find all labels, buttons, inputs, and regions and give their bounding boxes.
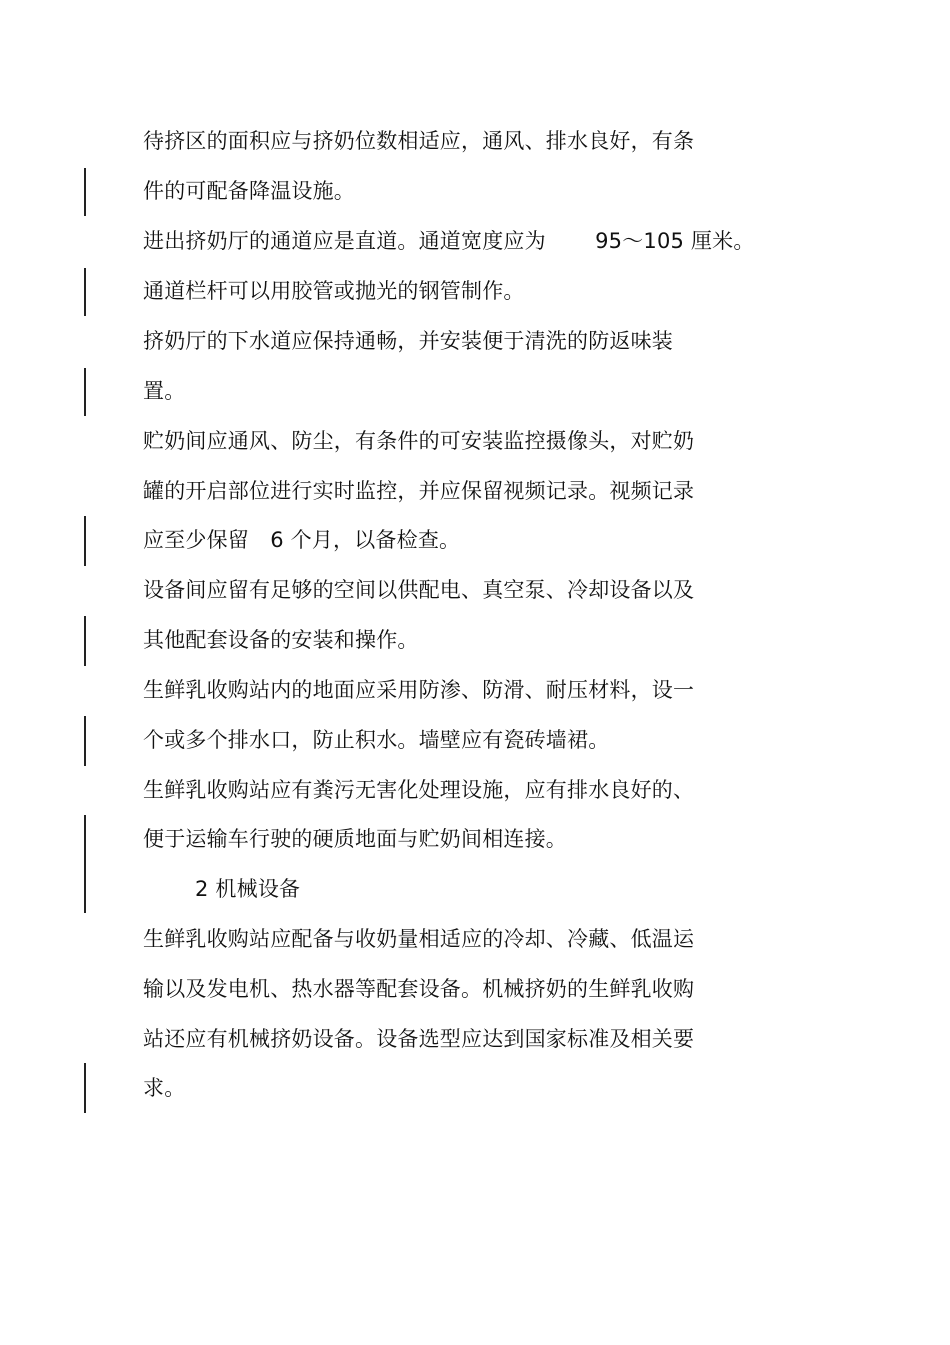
paragraph-line: 贮奶间应通风、防尘，有条件的可安装监控摄像头，对贮奶 bbox=[143, 429, 695, 453]
paragraph-line: 进出挤奶厅的通道应是直道。通道宽度应为 95～105 厘米。 bbox=[143, 229, 755, 253]
change-bar bbox=[84, 168, 86, 216]
change-bar bbox=[84, 716, 86, 766]
paragraph-line: 罐的开启部位进行实时监控，并应保留视频记录。视频记录 bbox=[143, 479, 695, 503]
change-bar bbox=[84, 516, 86, 566]
paragraph-line: 站还应有机械挤奶设备。设备选型应达到国家标准及相关要 bbox=[143, 1027, 695, 1051]
paragraph-line: 求。 bbox=[143, 1076, 186, 1100]
change-bar bbox=[84, 368, 86, 416]
change-bar bbox=[84, 616, 86, 666]
paragraph-line: 生鲜乳收购站内的地面应采用防渗、防滑、耐压材料，设一 bbox=[143, 678, 695, 702]
paragraph-line: 应至少保留 6 个月，以备检查。 bbox=[143, 528, 461, 552]
paragraph-line: 件的可配备降温设施。 bbox=[143, 179, 355, 203]
change-bar bbox=[84, 268, 86, 316]
paragraph-line: 通道栏杆可以用胶管或抛光的钢管制作。 bbox=[143, 279, 525, 303]
paragraph-line: 个或多个排水口，防止积水。墙壁应有瓷砖墙裙。 bbox=[143, 728, 610, 752]
paragraph-line: 挤奶厅的下水道应保持通畅，并安装便于清洗的防返味装 bbox=[143, 329, 673, 353]
paragraph-line: 设备间应留有足够的空间以供配电、真空泵、冷却设备以及 bbox=[143, 578, 695, 602]
paragraph-line: 生鲜乳收购站应有粪污无害化处理设施，应有排水良好的、 bbox=[143, 778, 695, 802]
paragraph-line: 其他配套设备的安装和操作。 bbox=[143, 628, 419, 652]
paragraph-line: 生鲜乳收购站应配备与收奶量相适应的冷却、冷藏、低温运 bbox=[143, 927, 695, 951]
paragraph-line: 便于运输车行驶的硬质地面与贮奶间相连接。 bbox=[143, 827, 567, 851]
paragraph-line: 置。 bbox=[143, 379, 186, 403]
section-heading: 2 机械设备 bbox=[195, 877, 301, 901]
change-bar bbox=[84, 1063, 86, 1113]
change-bar bbox=[84, 815, 86, 913]
paragraph-line: 输以及发电机、热水器等配套设备。机械挤奶的生鲜乳收购 bbox=[143, 977, 695, 1001]
paragraph-line: 待挤区的面积应与挤奶位数相适应，通风、排水良好，有条 bbox=[143, 129, 695, 153]
